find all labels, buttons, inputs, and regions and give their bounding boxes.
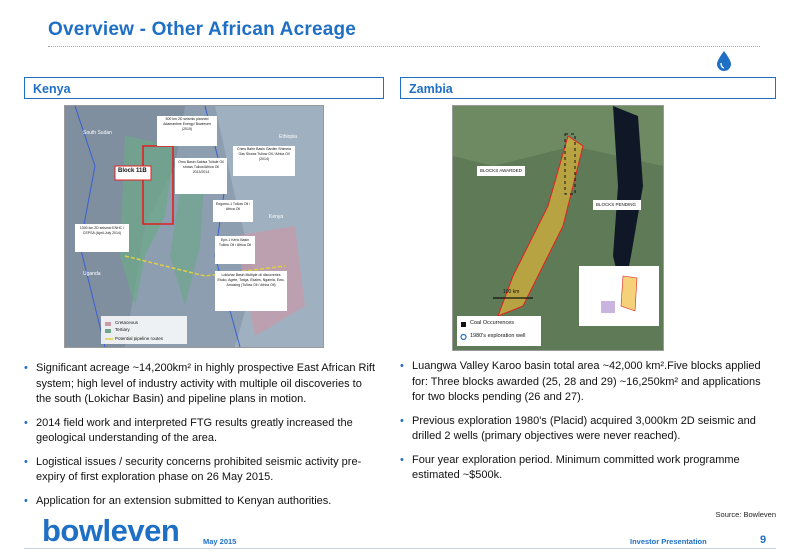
bullet-icon: • — [400, 414, 404, 427]
bullet-icon: • — [400, 360, 404, 372]
map-label-ethiopia: Ethiopia — [279, 134, 298, 140]
zambia-bullet-list — [400, 359, 765, 492]
list-item: • Luangwa Valley Karoo basin total area ~42,000 km².Five blocks applied for: Three blocks awarded (25, 28 and 29) ~16,250km² and applications for two blocks pending (26 and 27). — [400, 360, 761, 403]
footer-date: May 2015 — [203, 537, 237, 546]
page-number: 9 — [760, 534, 767, 546]
page-title: Overview - Other African Acreage — [48, 19, 357, 40]
callout-epir: Epir-1 Kerio Basin Tullow Oil / Africa Oil — [218, 238, 252, 247]
title-divider — [48, 46, 760, 47]
list-item: • Logistical issues / security concerns prohibited seismic activity pre-expiry of first exploration phase on 26 May 2015. — [24, 455, 362, 483]
map-scale-bar-label: 100 km — [503, 289, 520, 295]
map-label-block-11b: Block 11B — [118, 168, 147, 174]
source-note: Source: Bowleven — [715, 510, 776, 519]
map-label-south-sudan: South Sudan — [83, 130, 112, 136]
bullet-icon: • — [24, 416, 28, 429]
legend-exploration-well: 1980's exploration well — [470, 333, 526, 339]
bullet-icon: • — [400, 453, 404, 466]
callout-engomo: Engomo-1 Tullow Oil / Africa Oil — [215, 202, 251, 211]
zambia-section-heading: Zambia — [400, 77, 776, 99]
kenya-bullet-list — [24, 361, 376, 517]
footer-divider — [24, 548, 776, 549]
list-item: • Previous exploration 1980's (Placid) acquired 3,000km 2D seismic and drilled 2 wells (primary objectives were never reached). — [400, 414, 756, 442]
kenya-map — [64, 105, 324, 348]
callout-seismic-planned: 500 km 2D seismic planned Adamantine Energy/ Bowleven (2015) — [163, 117, 211, 131]
legend-pipeline: Potential pipeline routes — [115, 336, 164, 341]
callout-chew-bahir: Chew Bahir Basin Gardim Shimela Gas Shows Tullow Oil / Africa Oil (2014) — [237, 147, 291, 161]
footer-label: Investor Presentation — [630, 537, 707, 546]
water-drop-icon — [716, 50, 732, 72]
callout-omo-basin: Omo Basin Sabisa Tultule Oil shows Tullow/Africa Oil 2013/2014 — [178, 160, 224, 174]
bullet-icon: • — [24, 494, 28, 507]
map-label-kenya: Kenya — [269, 214, 284, 220]
callout-lokichar: Lokichar Basin Multiple oil discoveries Etuko, Agete, Twiga, Ekales, Ngamia, Ewo, Amosing (Tullow Oil / Africa Oil) — [217, 273, 285, 287]
map-label-blocks-pending: BLOCKS PENDING — [596, 202, 637, 207]
bowleven-logo: bowleven — [42, 513, 180, 548]
list-item: • Significant acreage ~14,200km² in highly prospective East African Rift system; high level of industry activity with multiple oil discoveries to the south (Lokichar Basin) and pipeline plans in motion. — [24, 362, 376, 405]
callout-seismic-2d: 1000 km 2D seismic ENHC / CEPSA (April-July 2014) — [79, 226, 125, 235]
list-item: • 2014 field work and interpreted FTG results greatly increased the geological understanding of the area. — [24, 416, 353, 444]
legend-tertiary: Tertiary — [115, 327, 130, 332]
list-item: • Four year exploration period. Minimum committed work programme estimated ~$500k. — [400, 453, 740, 481]
map-label-uganda: Uganda — [83, 271, 101, 277]
zambia-map — [452, 105, 664, 351]
legend-cretaceous: Cretaceous — [115, 320, 139, 325]
bullet-icon: • — [24, 362, 28, 374]
kenya-section-heading: Kenya — [24, 77, 384, 99]
map-label-blocks-awarded: BLOCKS AWARDED — [480, 168, 522, 173]
bullet-icon: • — [24, 455, 28, 468]
list-item: • Application for an extension submitted to Kenyan authorities. — [24, 494, 376, 510]
legend-coal: Coal Occurrences — [470, 320, 515, 326]
